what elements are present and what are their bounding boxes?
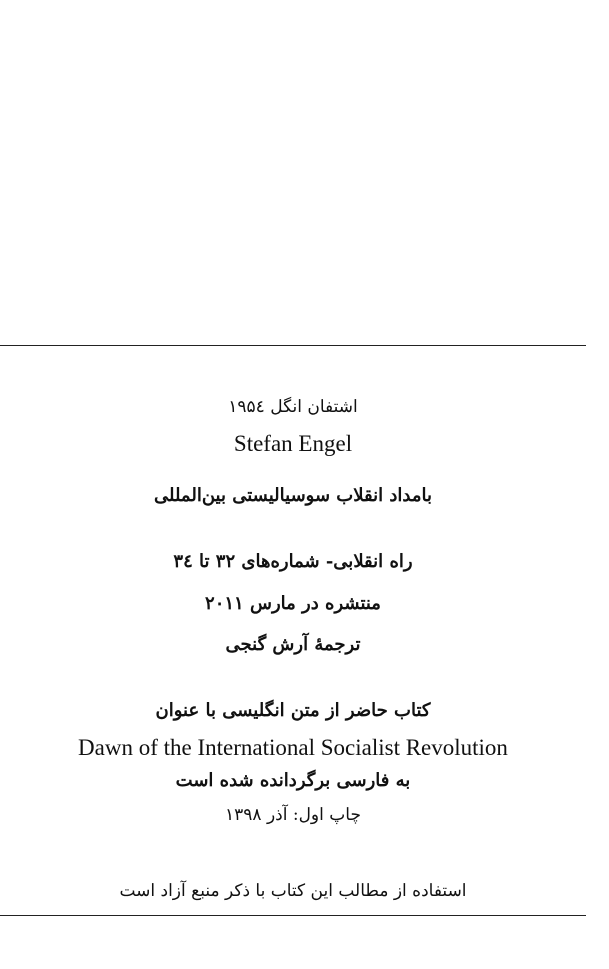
translator: ترجمهٔ آرش گنجی (225, 634, 361, 655)
edition-info: چاپ اول: آذر ۱۳۹۸ (225, 805, 361, 825)
copyright-notice: استفاده از مطالب این کتاب با ذکر منبع آزاد است (119, 881, 467, 901)
author-name-english: Stefan Engel (233, 431, 353, 456)
book-title-persian: بامداد انقلاب سوسیالیستی بین‌المللی (154, 485, 432, 506)
author-name-persian: اشتفان انگل ۱۹۵٤ (228, 397, 358, 417)
bottom-divider (0, 915, 586, 916)
top-divider (0, 345, 586, 346)
source-issues: راه انقلابی- شماره‌های ۳۲ تا ۳٤ (173, 551, 413, 572)
translation-outro: به فارسی برگردانده شده است (175, 770, 411, 791)
publication-date: منتشره در مارس ۲۰۱۱ (205, 593, 381, 614)
translation-intro: کتاب حاضر از متن انگلیسی با عنوان (155, 700, 431, 721)
book-title-english: Dawn of the International Socialist Revolution (78, 735, 508, 760)
